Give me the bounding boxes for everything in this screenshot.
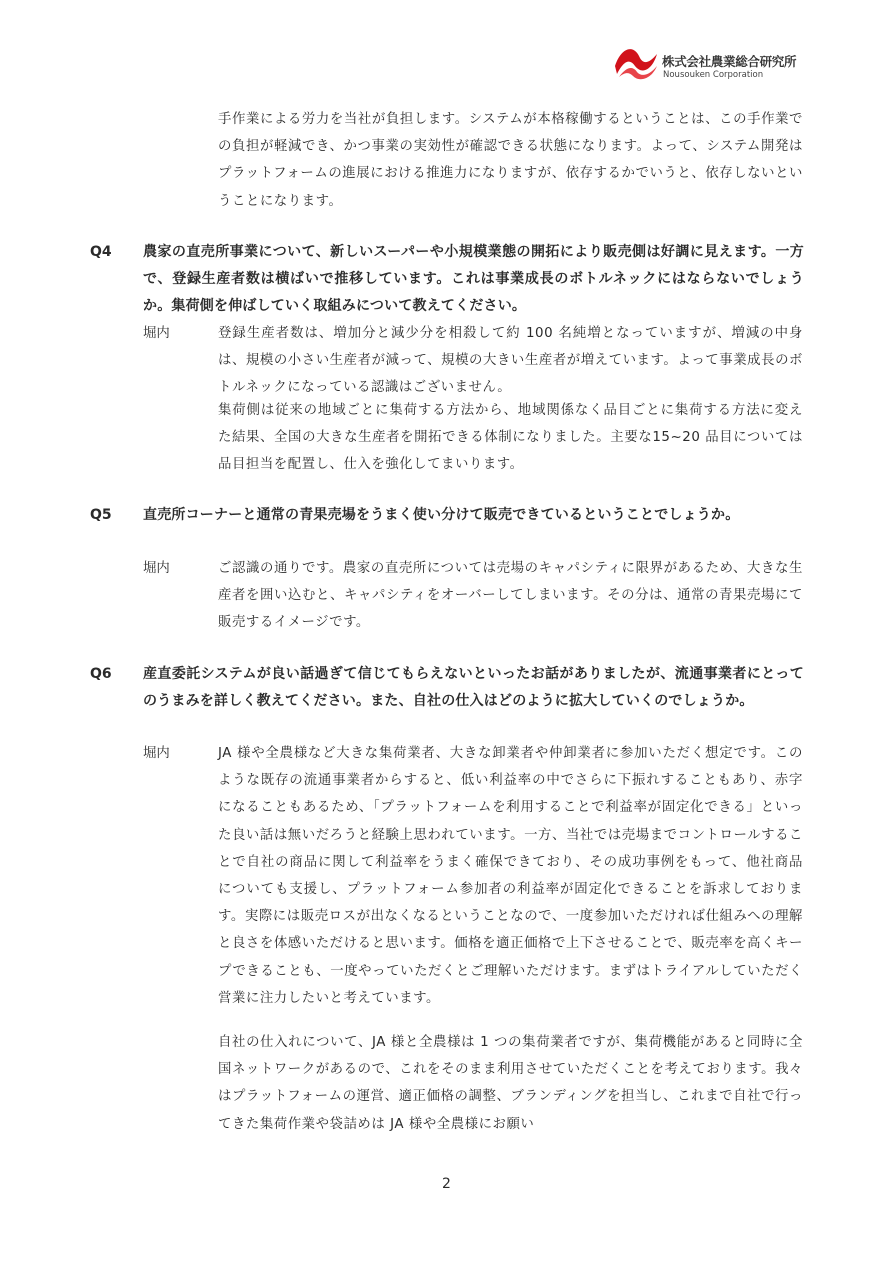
- intro-paragraph: 手作業による労力を当社が負担します。システムが本格稼働するということは、この手作業での負担が軽減でき、かつ事業の実効性が確認できる状態になります。よって、システム開発はプラットフォームの進展における推進力になりますが、依存するかでいうと、依存しないということになります。: [218, 112, 803, 209]
- question-q4: 農家の直売所事業について、新しいスーパーや小規模業態の開拓により販売側は好調に見えます。一方で、登録生産者数は横ばいで推移しています。これは事業成長のボトルネックにはならないでしょうか。集荷側を伸ばしていく取組みについて教えてください。: [143, 244, 804, 315]
- company-name-jp: 株式会社農業総合研究所: [662, 54, 797, 69]
- question-label-q6: Q6: [90, 666, 112, 682]
- answer-q4-1: 登録生産者数は、増加分と減少分を相殺して約 100 名純増となっていますが、増減の中身は、規模の小さい生産者が減って、規模の大きい生産者が増えています。よって事業成長のボトルネックになっている認識はございません。: [218, 326, 803, 396]
- speaker-q5: 堀内: [143, 561, 170, 576]
- page-number: 2: [442, 1176, 451, 1192]
- question-q5: 直売所コーナーと通常の青果売場をうまく使い分けて販売できているということでしょうか。: [143, 507, 740, 523]
- company-name-en: Nousouken Corporation: [663, 70, 764, 80]
- answer-q5-1: ご認識の通りです。農家の直売所については売場のキャパシティに限界があるため、大きな生産者を囲い込むと、キャパシティをオーバーしてしまいます。その分は、通常の青果売場にて販売するイメージです。: [218, 561, 803, 631]
- company-logo-icon: [613, 44, 659, 80]
- question-label-q5: Q5: [90, 507, 112, 523]
- question-q6: 産直委託システムが良い話過ぎて信じてもらえないといったお話がありましたが、流通事業者にとってのうまみを詳しく教えてください。また、自社の仕入はどのように拡大していくのでしょうか。: [143, 666, 804, 710]
- speaker-q6: 堀内: [143, 746, 170, 761]
- question-label-q4: Q4: [90, 244, 112, 260]
- answer-q6-2: 自社の仕入れについて、JA 様と全農様は 1 つの集荷業者ですが、集荷機能があると同時に全国ネットワークがあるので、これをそのまま利用させていただくことを考えております。我々はプラットフォームの運営、適正価格の調整、ブランディングを担当し、これまで自社で行ってきた集荷作業や袋詰めは JA 様や全農様にお願い: [218, 1035, 803, 1132]
- answer-q6-1: JA 様や全農様など大きな集荷業者、大きな卸業者や仲卸業者に参加いただく想定です。このような既存の流通事業者からすると、低い利益率の中でさらに下振れすることもあり、赤字になることもあるため、「プラットフォームを利用することで利益率が固定化できる」といった良い話は無いだろうと経験上思われています。一方、当社では売場までコントロールすることで自社の商品に関して利益率をうまく確保できており、その成功事例をもって、他社商品についても支援し、プラットフォーム参加者の利益率が固定化できることを訴求しております。実際には販売ロスが出なくなるということなので、一度参加いただければ仕組みへの理解と良さを体感いただけると思います。価格を適正価格で上下させることで、販売率を高くキープできることも、一度やっていただくとご理解いただけます。まずはトライアルしていただく営業に注力したいと考えています。: [218, 746, 803, 1006]
- speaker-q4: 堀内: [143, 326, 170, 341]
- company-logo: [613, 44, 828, 84]
- answer-q4-2: 集荷側は従来の地域ごとに集荷する方法から、地域関係なく品目ごとに集荷する方法に変えた結果、全国の大きな生産者を開拓できる体制になりました。主要な15~20 品目については品目担当を配置し、仕入を強化してまいります。: [218, 403, 803, 473]
